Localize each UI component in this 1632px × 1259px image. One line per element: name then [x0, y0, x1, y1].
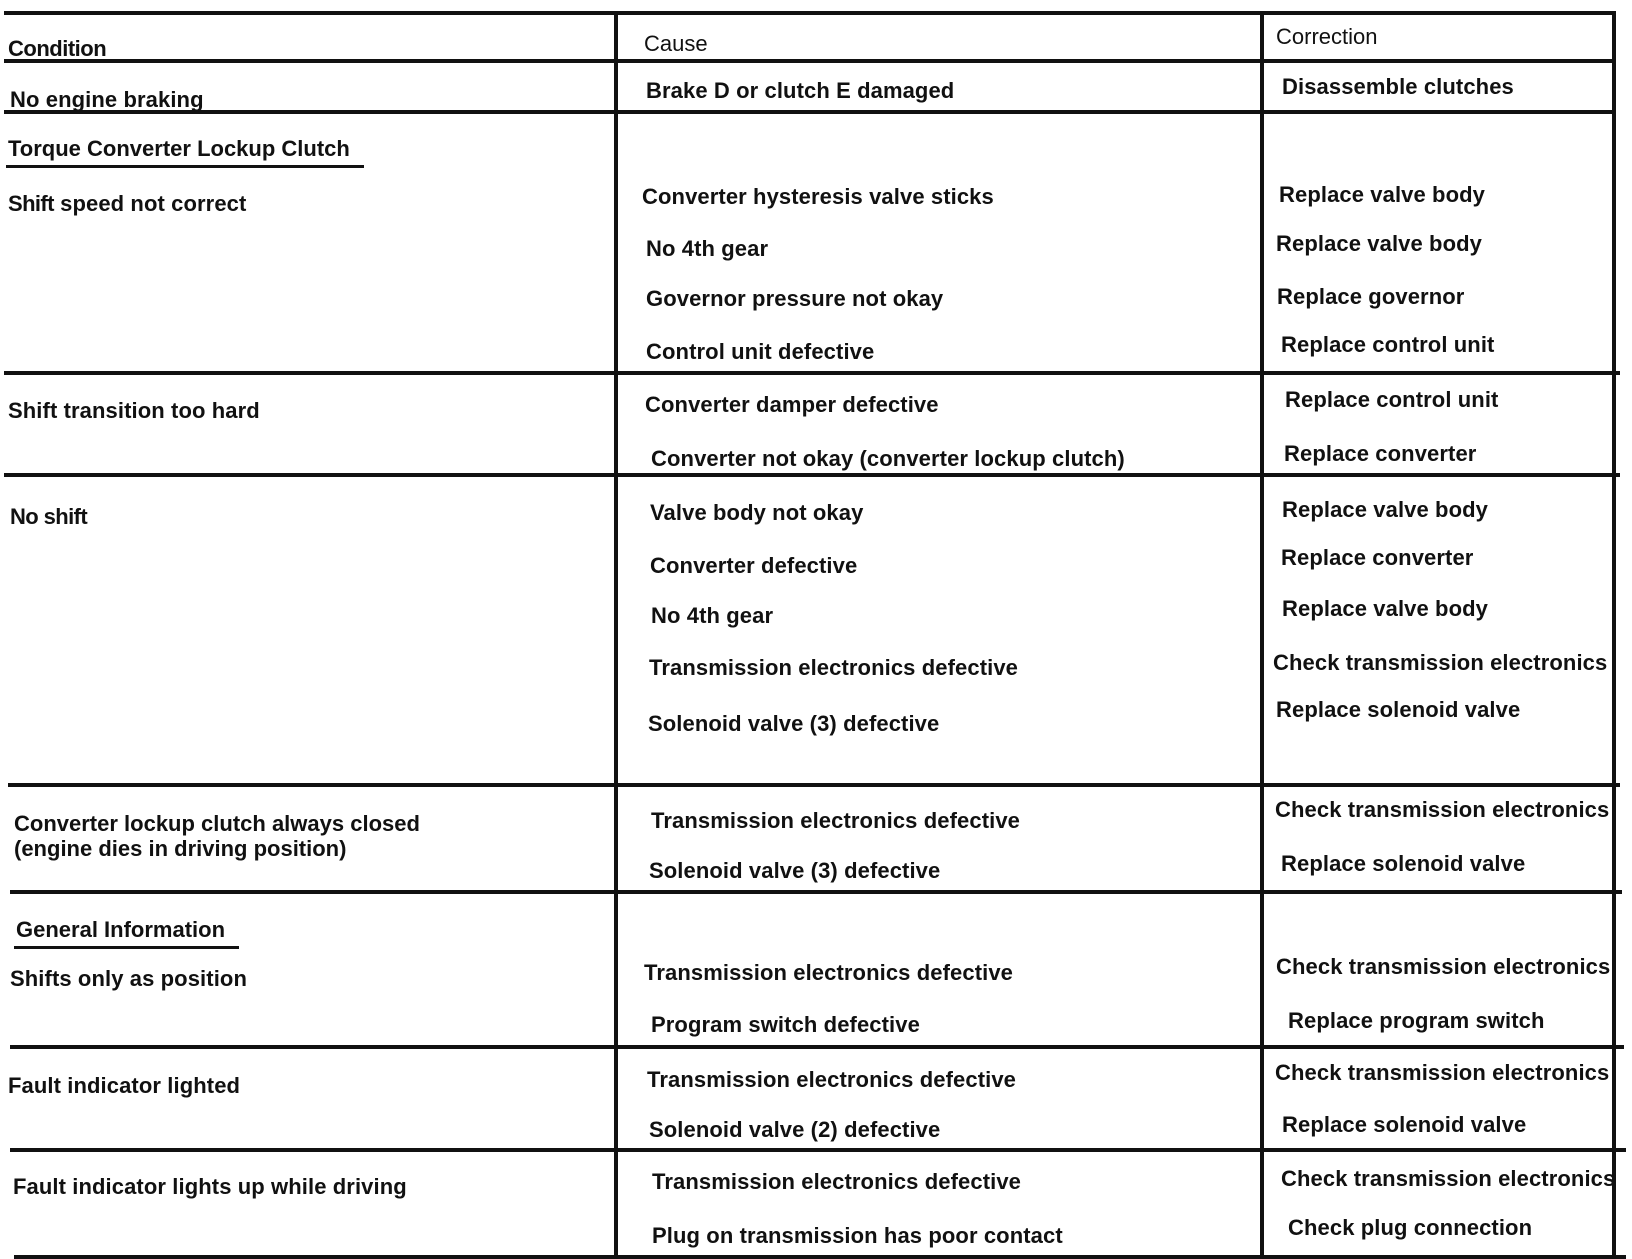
cause-text: Converter not okay (converter lockup clutch)	[651, 446, 1125, 471]
correction-text: Disassemble clutches	[1282, 74, 1514, 99]
condition-shifts-only-as-position: Shifts only as position	[10, 966, 247, 991]
correction-text: Replace solenoid valve	[1276, 697, 1521, 722]
correction-text: Replace converter	[1284, 441, 1477, 466]
section-title-text: Torque Converter Lockup Clutch	[8, 136, 350, 161]
cause-text: Solenoid valve (3) defective	[648, 711, 940, 736]
condition-shift-transition: Shift transition too hard	[8, 398, 260, 423]
correction-text: Check transmission electronics	[1276, 954, 1611, 979]
correction-text: Replace control unit	[1281, 332, 1495, 357]
section-underline	[6, 165, 364, 168]
cause-text: Solenoid valve (3) defective	[649, 858, 941, 883]
cause-text: No 4th gear	[651, 603, 774, 628]
condition-shift-speed	[8, 191, 246, 217]
rule-row-7	[10, 1148, 1626, 1152]
header-correction: Correction	[1276, 24, 1378, 49]
table-right-edge	[1612, 11, 1616, 1255]
rule-bottom	[14, 1255, 1626, 1259]
correction-text: Replace control unit	[1285, 387, 1499, 412]
condition-rest: speed not correct	[60, 191, 247, 216]
rule-row-1	[4, 110, 1616, 114]
condition-fault-indicator-while-driving: Fault indicator lights up while driving	[13, 1174, 407, 1199]
cause-text: Converter defective	[650, 553, 858, 578]
correction-text: Replace valve body	[1276, 231, 1483, 256]
condition-no-engine-braking: No engine braking	[10, 87, 204, 112]
cause-text: Transmission electronics defective	[647, 1067, 1016, 1092]
condition-lockup-always-closed	[14, 811, 420, 861]
correction-text: Replace valve body	[1282, 596, 1489, 621]
condition-line: Converter lockup clutch always closed	[14, 811, 420, 836]
cause-text: Program switch defective	[651, 1012, 920, 1037]
condition-fault-indicator-lighted: Fault indicator lighted	[8, 1073, 241, 1098]
cause-text: No 4th gear	[646, 236, 769, 261]
correction-text: Check transmission electronics	[1273, 650, 1608, 675]
cause-text: Transmission electronics defective	[651, 808, 1020, 833]
rule-top	[4, 11, 1616, 15]
section-title-general-information	[16, 917, 225, 943]
cause-text: Plug on transmission has poor contact	[652, 1223, 1063, 1248]
cause-text: Converter hysteresis valve sticks	[642, 184, 994, 209]
section-underline	[14, 946, 239, 949]
column-divider-cause	[614, 11, 618, 1255]
section-title-text: General Information	[16, 917, 226, 942]
correction-text: Replace program switch	[1288, 1008, 1545, 1033]
cause-text: Brake D or clutch E damaged	[646, 78, 955, 103]
column-divider-correction	[1260, 11, 1264, 1255]
correction-text: Check transmission electronics	[1275, 797, 1610, 822]
section-title-torque-converter	[8, 136, 350, 162]
correction-text: Replace solenoid valve	[1282, 1112, 1527, 1137]
rule-row-6	[10, 1045, 1624, 1049]
rule-row-4	[8, 783, 1620, 787]
correction-text: Replace governor	[1277, 284, 1465, 309]
correction-text: Check transmission electronics	[1275, 1060, 1610, 1085]
correction-text: Replace solenoid valve	[1281, 851, 1526, 876]
condition-lead-word: Shift	[8, 191, 54, 216]
cause-text: Solenoid valve (2) defective	[649, 1117, 941, 1142]
header-cause: Cause	[644, 31, 708, 56]
rule-row-3	[4, 473, 1620, 477]
cause-text: Transmission electronics defective	[652, 1169, 1021, 1194]
cause-text: Valve body not okay	[650, 500, 864, 525]
condition-no-shift: No shift	[10, 504, 88, 529]
cause-text: Governor pressure not okay	[646, 286, 944, 311]
cause-text: Transmission electronics defective	[644, 960, 1013, 985]
rule-header-bottom	[4, 59, 1616, 63]
correction-text: Replace valve body	[1282, 497, 1489, 522]
rule-row-5	[10, 890, 1622, 894]
correction-text: Check plug connection	[1288, 1215, 1533, 1240]
header-condition: Condition	[8, 36, 107, 61]
correction-text: Replace converter	[1281, 545, 1474, 570]
correction-text: Replace valve body	[1279, 182, 1486, 207]
cause-text: Control unit defective	[646, 339, 875, 364]
correction-text: Check transmission electronics	[1281, 1166, 1616, 1191]
cause-text: Converter damper defective	[645, 392, 939, 417]
rule-row-2	[4, 371, 1620, 375]
cause-text: Transmission electronics defective	[649, 655, 1018, 680]
condition-line: (engine dies in driving position)	[14, 836, 347, 861]
